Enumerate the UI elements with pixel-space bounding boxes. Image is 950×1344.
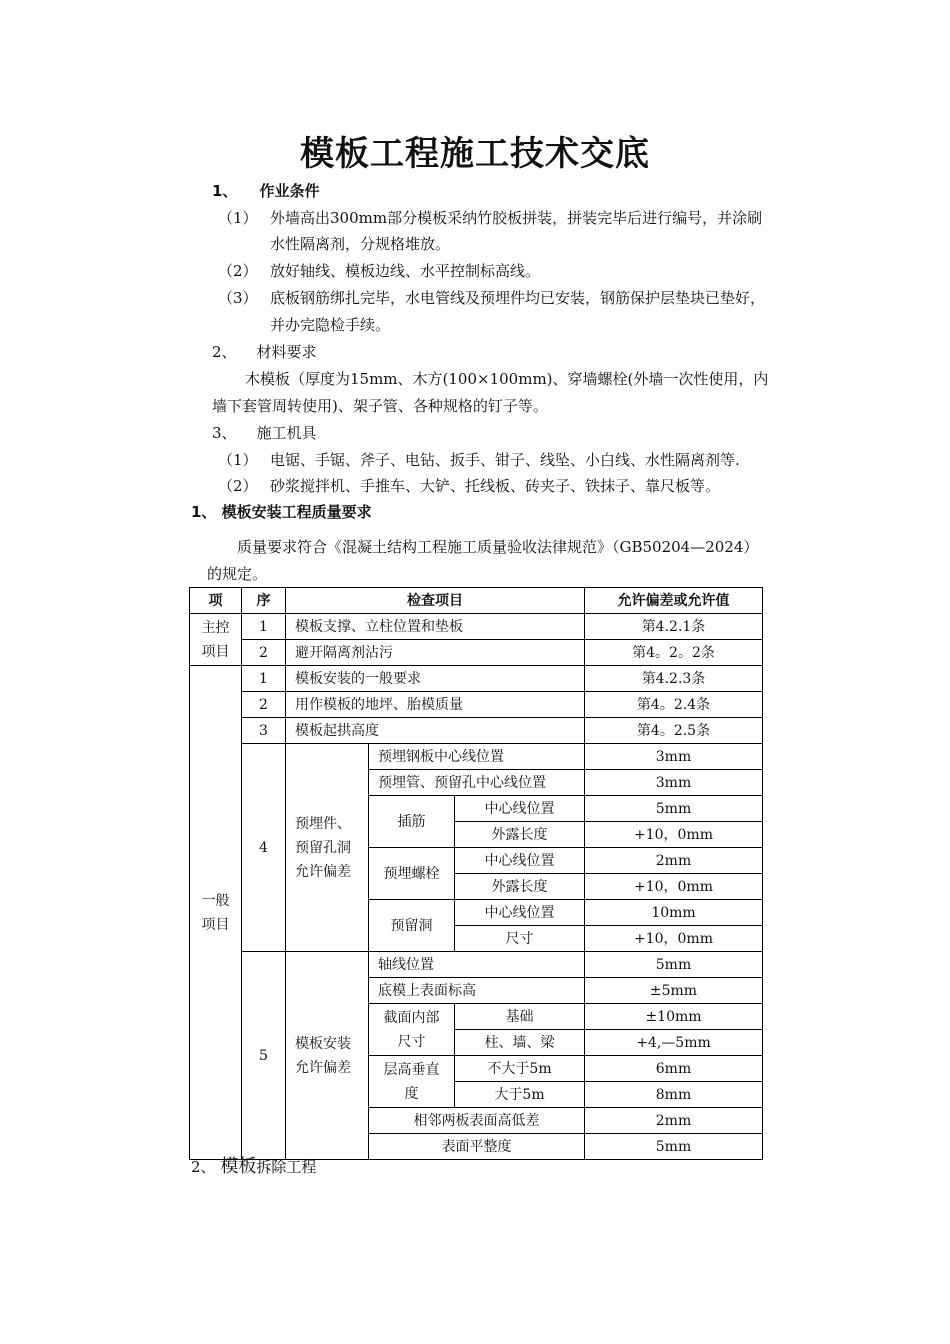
- table-row: [190, 952, 763, 978]
- table-row: [190, 692, 763, 718]
- value-cell: +10，0mm: [585, 926, 763, 952]
- value-cell: +4,—5mm: [585, 1030, 763, 1056]
- seq-cell: 2: [242, 692, 286, 718]
- item-cell: 模板起拱高度: [286, 718, 585, 744]
- header-allowed-value: 允许偏差或允许值: [585, 588, 763, 614]
- section2-line2: 墙下套管周转使用)、架子管、各种规格的钉子等。: [212, 397, 548, 415]
- item-cell: 中心线位置: [455, 796, 585, 822]
- item-cell: 外露长度: [455, 822, 585, 848]
- item-cell: 不大于5m: [455, 1056, 585, 1082]
- section1-item2-line1: 放好轴线、模板边线、水平控制标高线。: [270, 262, 541, 280]
- item-cell: 底模上表面标高: [369, 978, 585, 1004]
- item-cell: 中心线位置: [455, 900, 585, 926]
- section3-title: 施工机具: [256, 424, 317, 442]
- section3-item2-number: （2）: [218, 477, 258, 495]
- section2-line1: 木模板（厚度为15mm、木方(100×100mm)、穿墙螺栓(外墙一次性使用，内: [245, 370, 769, 388]
- section1-number: 1、: [212, 182, 238, 200]
- value-cell: 第4.2.1条: [585, 614, 763, 640]
- value-cell: 10mm: [585, 900, 763, 926]
- quality-heading: 1、 模板安装工程质量要求: [191, 503, 372, 521]
- section1-heading: [212, 181, 319, 201]
- section3-item1-text: 电锯、手锯、斧子、电钻、扳手、钳子、线坠、小白线、水性隔离剂等.: [270, 451, 740, 469]
- section2-title: 材料要求: [256, 343, 317, 361]
- section1-title: 作业条件: [259, 182, 320, 200]
- section1-item2-number: （2）: [218, 262, 258, 280]
- value-cell: 5mm: [585, 1134, 763, 1160]
- value-cell: 第4。2。2条: [585, 640, 763, 666]
- section1-item3-line2: 并办完隐检手续。: [270, 316, 391, 334]
- subgroup-label: 预埋螺栓: [369, 848, 455, 900]
- value-cell: 8mm: [585, 1082, 763, 1108]
- footer-heading: [191, 1156, 316, 1178]
- table-row: [190, 614, 763, 640]
- seq-cell: 4: [242, 744, 286, 952]
- section1-item1-number: （1）: [218, 209, 258, 227]
- table-row: [190, 744, 763, 770]
- general-group-text: 一般项目: [201, 892, 230, 933]
- quality-table: [189, 587, 763, 1160]
- value-cell: 第4。2.4条: [585, 692, 763, 718]
- subgroup-label-text: 截面内部尺寸: [383, 1009, 440, 1050]
- footer-number: 2、: [191, 1158, 216, 1176]
- table-row: [190, 666, 763, 692]
- seq-cell: 2: [242, 640, 286, 666]
- seq-cell: 1: [242, 666, 286, 692]
- item-cell: 预埋钢板中心线位置: [369, 744, 585, 770]
- value-cell: 第4.2.3条: [585, 666, 763, 692]
- section2-heading: [212, 342, 317, 362]
- item-cell: 尺寸: [455, 926, 585, 952]
- main-control-group-text: 主控项目: [201, 619, 230, 660]
- value-cell: +10，0mm: [585, 822, 763, 848]
- item-cell: 模板安装的一般要求: [286, 666, 585, 692]
- value-cell: +10，0mm: [585, 874, 763, 900]
- table-row: [190, 640, 763, 666]
- value-cell: ±5mm: [585, 978, 763, 1004]
- footer-emphasis: 模板: [220, 1156, 257, 1177]
- table-row: [190, 718, 763, 744]
- item-cell: 柱、墙、梁: [455, 1030, 585, 1056]
- section1-item3-line1: 底板钢筋绑扎完毕，水电管线及预埋件均已安装，钢筋保护层垫块已垫好，: [270, 289, 766, 307]
- group4-label: [286, 744, 369, 952]
- group5-label-text: 模板安装允许偏差: [295, 1035, 351, 1076]
- item-cell: 中心线位置: [455, 848, 585, 874]
- seq-cell: 1: [242, 614, 286, 640]
- header-category: 项: [190, 588, 242, 614]
- section3-item2-text: 砂浆搅拌机、手推车、大铲、托线板、砖夹子、铁抹子、靠尺板等。: [270, 477, 721, 495]
- main-control-group-label: [190, 614, 242, 666]
- table-header-row: [190, 588, 763, 614]
- page-title: 模板工程施工技术交底: [300, 134, 650, 174]
- item-cell: 轴线位置: [369, 952, 585, 978]
- value-cell: 5mm: [585, 952, 763, 978]
- general-group-label: [190, 666, 242, 1160]
- value-cell: 3mm: [585, 744, 763, 770]
- item-cell: 大于5m: [455, 1082, 585, 1108]
- item-cell: 预埋管、预留孔中心线位置: [369, 770, 585, 796]
- section3-item1-number: （1）: [218, 451, 258, 469]
- section2-number: 2、: [212, 343, 237, 361]
- header-check-item: 检查项目: [286, 588, 585, 614]
- quality-intro-line2: 的规定。: [207, 565, 268, 583]
- value-cell: 6mm: [585, 1056, 763, 1082]
- section3-heading: [212, 423, 317, 443]
- section3-number: 3、: [212, 424, 237, 442]
- quality-intro-line1: 质量要求符合《混凝土结构工程施工质量验收法律规范》（GB50204—2024）: [237, 538, 759, 556]
- section1-item1-line1: 外墙高出300mm部分模板采纳竹胶板拼装，拼装完毕后进行编号，并涂刷: [270, 209, 763, 227]
- footer-rest: 拆除工程: [256, 1158, 317, 1176]
- seq-cell: 5: [242, 952, 286, 1160]
- section1-item1-line2: 水性隔离剂，分规格堆放。: [270, 235, 451, 253]
- subgroup-label-text: 层高垂直度: [383, 1061, 440, 1102]
- subgroup-label: [369, 1056, 455, 1108]
- value-cell: 5mm: [585, 796, 763, 822]
- item-cell: 基础: [455, 1004, 585, 1030]
- value-cell: 第4。2.5条: [585, 718, 763, 744]
- item-cell: 表面平整度: [369, 1134, 585, 1160]
- item-cell: 外露长度: [455, 874, 585, 900]
- section1-item3-number: （3）: [218, 289, 258, 307]
- group5-label: [286, 952, 369, 1160]
- item-cell: 用作模板的地坪、胎模质量: [286, 692, 585, 718]
- subgroup-label: 插筋: [369, 796, 455, 848]
- subgroup-label: [369, 1004, 455, 1056]
- group4-label-text: 预埋件、预留孔洞允许偏差: [295, 815, 351, 880]
- header-seq: 序: [242, 588, 286, 614]
- item-cell: 模板支撑、立柱位置和垫板: [286, 614, 585, 640]
- subgroup-label: 预留洞: [369, 900, 455, 952]
- value-cell: ±10mm: [585, 1004, 763, 1030]
- item-cell: 相邻两板表面高低差: [369, 1108, 585, 1134]
- item-cell: 避开隔离剂沾污: [286, 640, 585, 666]
- value-cell: 3mm: [585, 770, 763, 796]
- seq-cell: 3: [242, 718, 286, 744]
- value-cell: 2mm: [585, 1108, 763, 1134]
- value-cell: 2mm: [585, 848, 763, 874]
